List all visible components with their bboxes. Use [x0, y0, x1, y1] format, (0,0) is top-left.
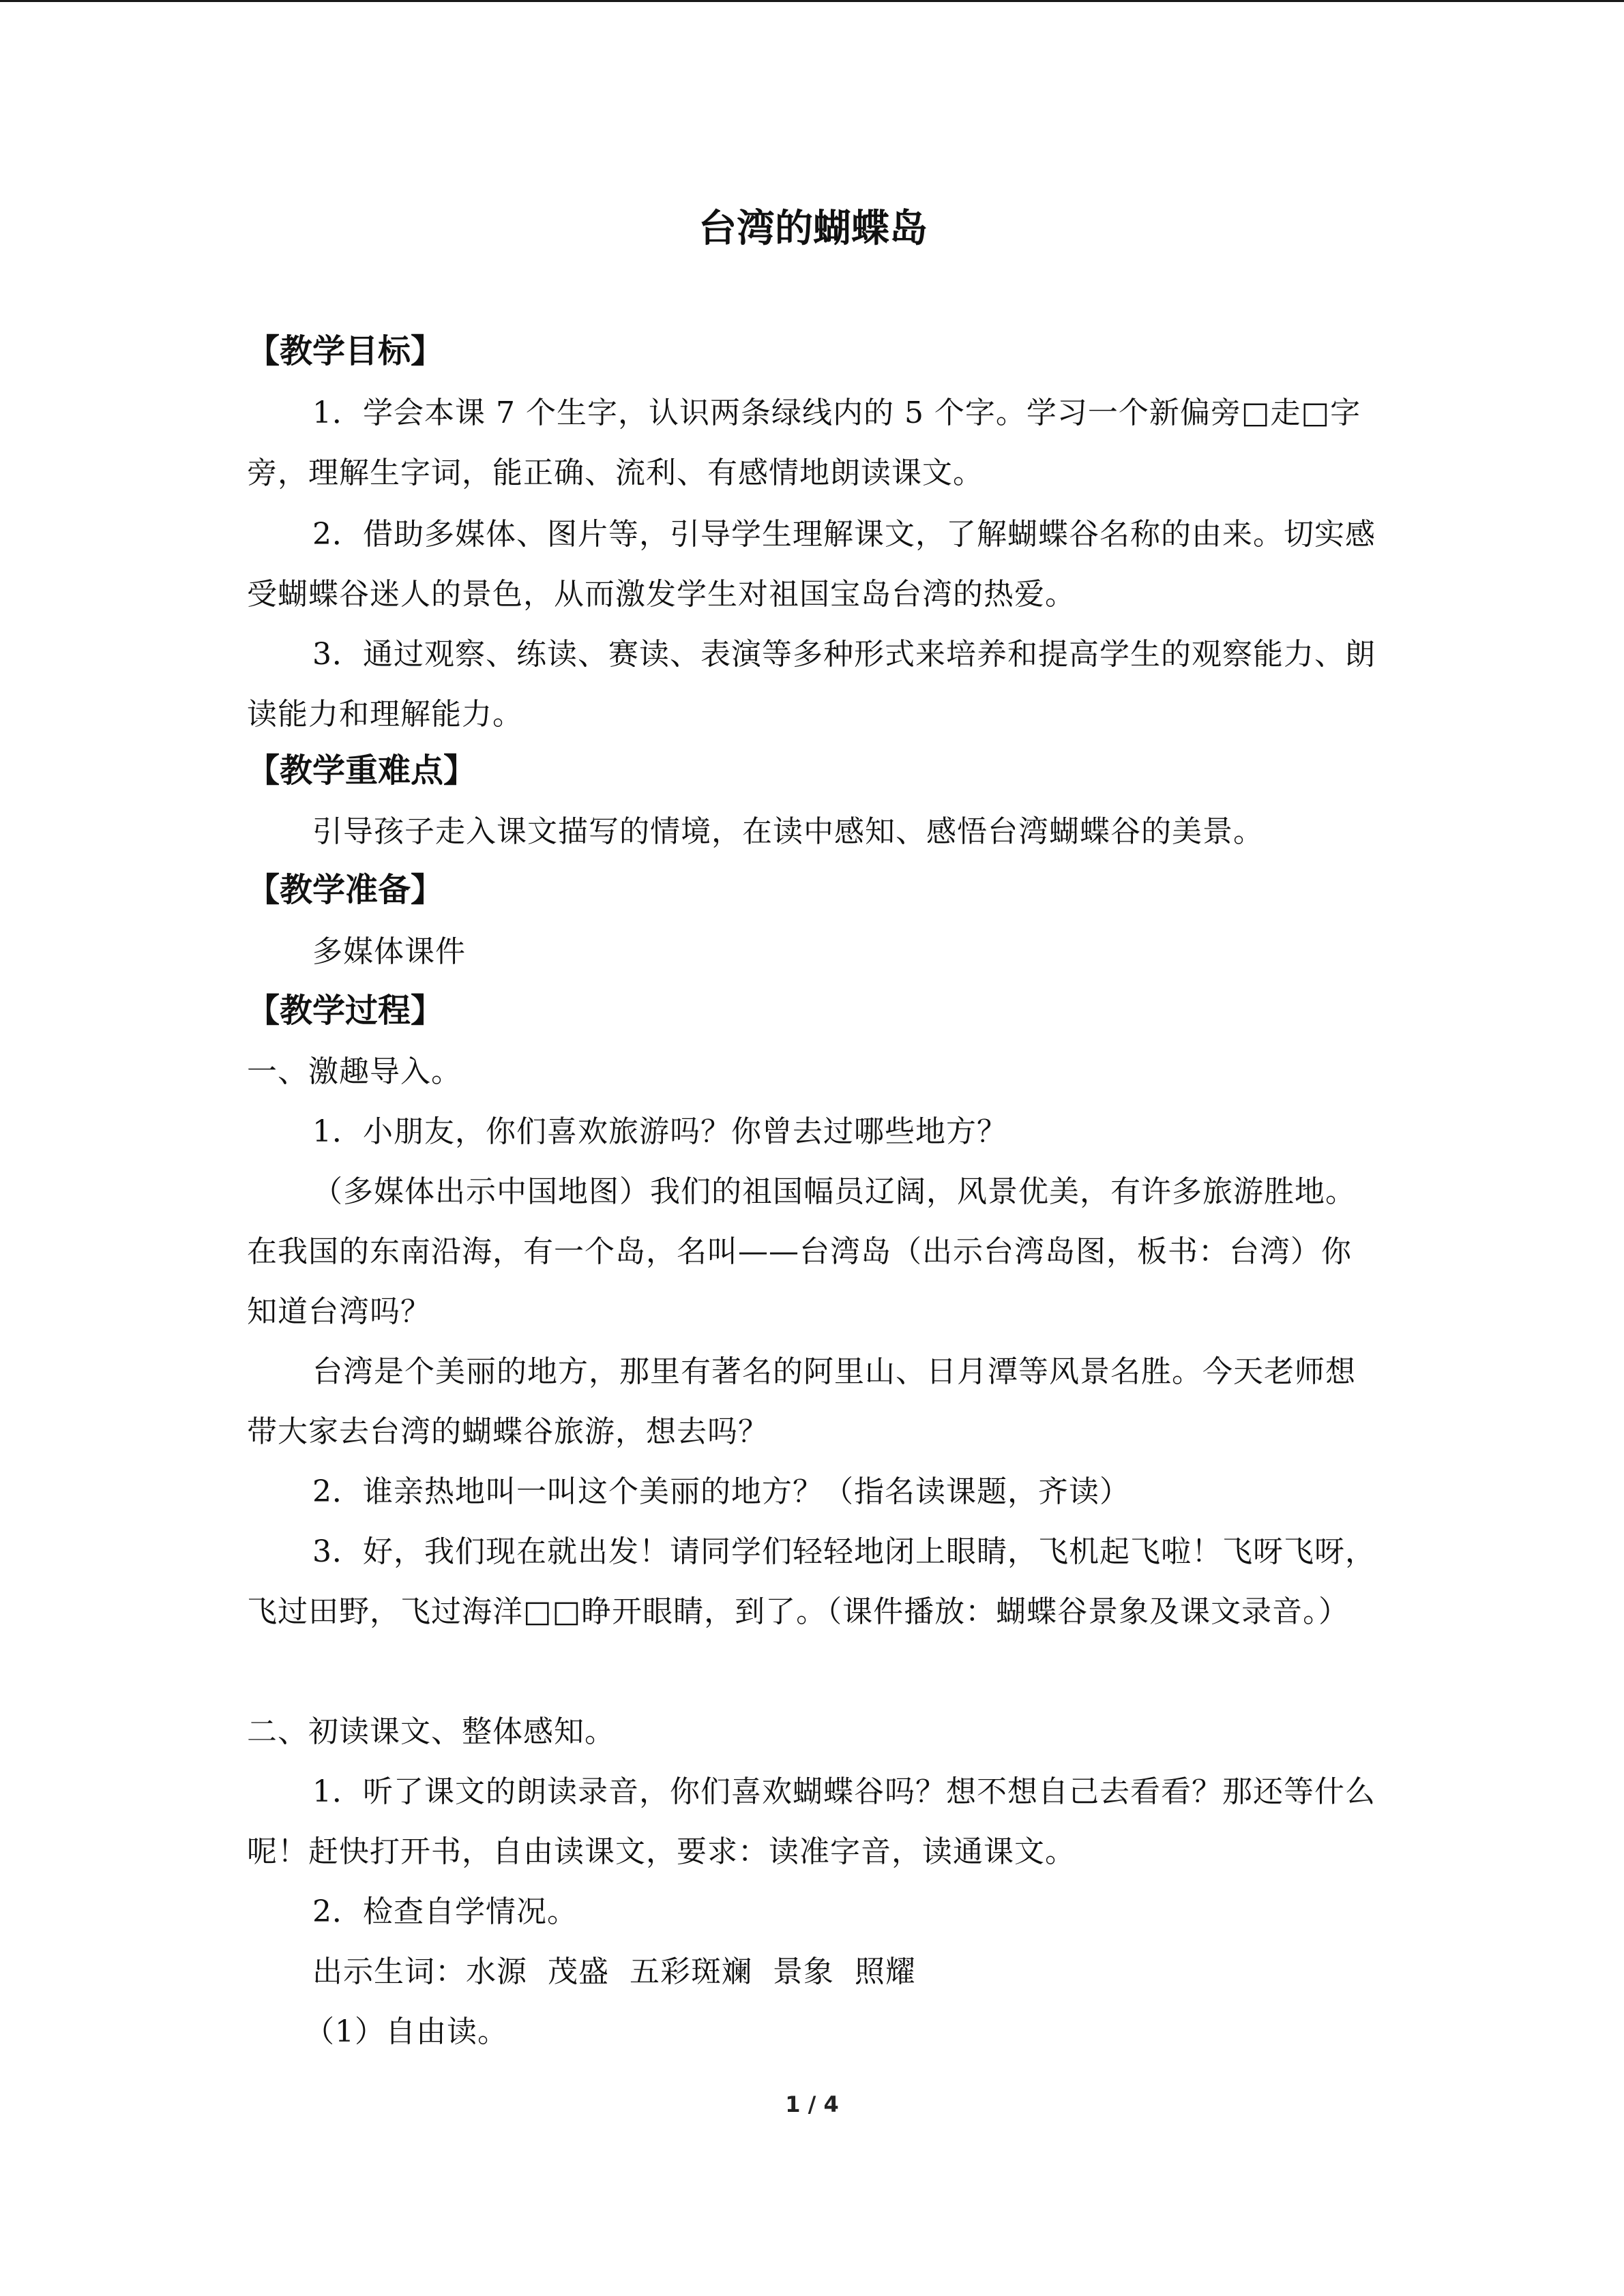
process-part1-item3: 3．好，我们现在就出发！请同学们轻轻地闭上眼睛，飞机起飞啦！飞呀飞呀，飞过田野，飞过海洋□□睁开眼睛，到了。（课件播放：蝴蝶谷景象及课文录音。）	[247, 1534, 1376, 1629]
process-part1-para2: （多媒体出示中国地图）我们的祖国幅员辽阔，风景优美，有许多旅游胜地。在我国的东南沿海，有一个岛，名叫——台湾岛（出示台湾岛图，板书：台湾）你知道台湾吗？	[247, 1174, 1356, 1329]
process-part2-sub1: （1）自由读。	[304, 2014, 508, 2049]
objective-item-2: 2．借助多媒体、图片等，引导学生理解课文，了解蝴蝶谷名称的由来。切实感受蝴蝶谷迷人的景色，从而激发学生对祖国宝岛台湾的热爱。	[247, 517, 1376, 612]
key-points-text: 引导孩子走入课文描写的情境，在读中感知、感悟台湾蝴蝶谷的美景。	[312, 814, 1264, 849]
process-part1-item1: 1．小朋友，你们喜欢旅游吗？你曾去过哪些地方？	[312, 1114, 1007, 1149]
preparation-heading: 【教学准备】	[247, 871, 444, 909]
preparation-text: 多媒体课件	[312, 934, 466, 969]
process-part2-item1: 1．听了课文的朗读录音，你们喜欢蝴蝶谷吗？想不想自己去看看？那还等什么呢！赶快打开书，自由读课文，要求：读准字音，读通课文。	[247, 1774, 1376, 1869]
process-heading: 【教学过程】	[247, 992, 444, 1030]
objective-item-3: 3．通过观察、练读、赛读、表演等多种形式来培养和提高学生的观察能力、朗读能力和理解能力。	[247, 637, 1376, 732]
process-part1-item2: 2．谁亲热地叫一叫这个美丽的地方？（指名读课题，齐读）	[312, 1474, 1130, 1509]
page-number: 1 / 4	[785, 2091, 839, 2117]
process-part2-words: 出示生词：水源 茂盛 五彩斑斓 景象 照耀	[312, 1954, 916, 1989]
top-border-rule	[0, 0, 1624, 2]
objective-item-1: 1．学会本课 7 个生字，认识两条绿线内的 5 个字。学习一个新偏旁□走□字旁，理解生字词，能正确、流利、有感情地朗读课文。	[247, 396, 1361, 490]
process-part2-item2: 2．检查自学情况。	[312, 1894, 578, 1929]
process-part2-title: 二、初读课文、整体感知。	[247, 1714, 615, 1749]
process-part1-title: 一、激趣导入。	[247, 1054, 462, 1089]
key-points-heading: 【教学重难点】	[247, 751, 477, 790]
objectives-heading: 【教学目标】	[247, 332, 444, 370]
document-title: 台湾的蝴蝶岛	[698, 207, 928, 251]
process-part1-para3: 台湾是个美丽的地方，那里有著名的阿里山、日月潭等风景名胜。今天老师想带大家去台湾的蝴蝶谷旅游，想去吗？	[247, 1354, 1356, 1449]
